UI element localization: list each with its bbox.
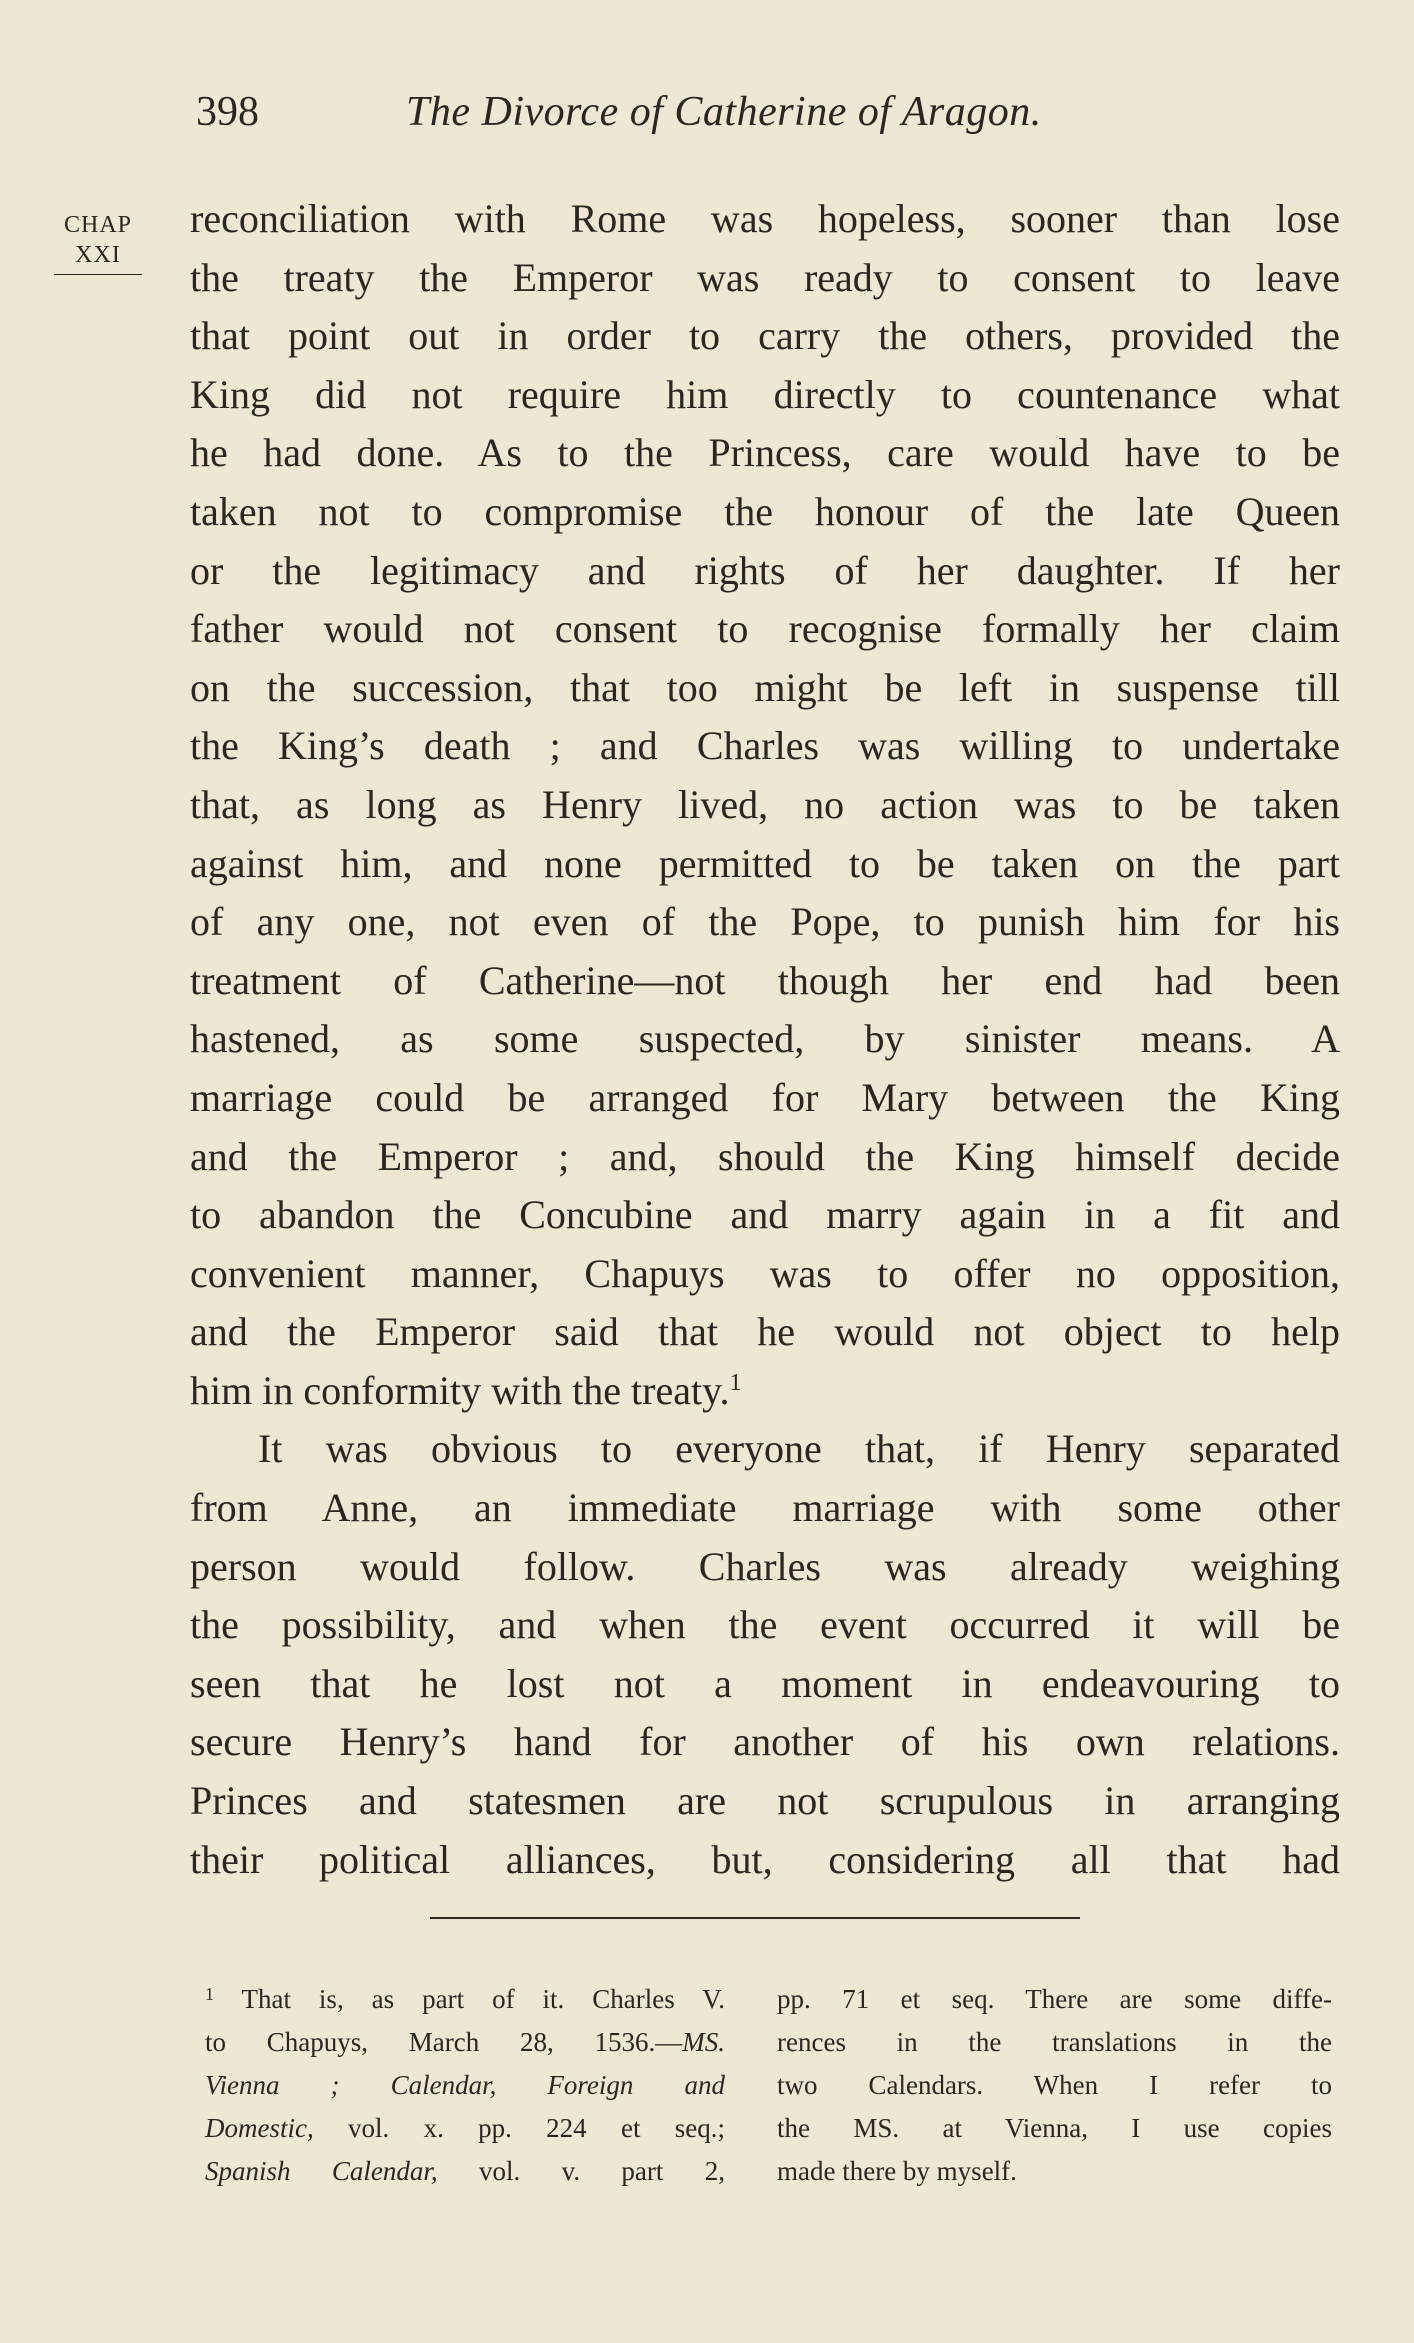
- text-line: of any one, not even of the Pope, to punish him for his: [190, 899, 1340, 945]
- running-title: The Divorce of Catherine of Aragon.: [406, 89, 1042, 135]
- footnote-line: the MS. at Vienna, I use copies: [777, 2113, 1332, 2143]
- footnote-text-italic: MS.: [682, 2027, 725, 2057]
- text-line: seen that he lost not a moment in endeavouring to: [190, 1660, 1340, 1706]
- text-line: hastened, as some suspected, by sinister means. A: [190, 1016, 1340, 1062]
- text-line: the King’s death ; and Charles was willing to undertake: [190, 723, 1340, 769]
- text-line: from Anne, an immediate marriage with some other: [190, 1485, 1340, 1531]
- footnote-line: [205, 2150, 725, 2193]
- margin-rule: [54, 274, 142, 275]
- text-line: King did not require him directly to countenance what: [190, 371, 1340, 417]
- text-line: secure Henry’s hand for another of his own relations.: [190, 1719, 1340, 1765]
- text-line: and the Emperor ; and, should the King himself decide: [190, 1133, 1340, 1179]
- text-line: or the legitimacy and rights of her daughter. If her: [190, 547, 1340, 593]
- footnote-text-italic: Domestic,: [205, 2113, 314, 2143]
- text-line: the possibility, and when the event occurred it will be: [190, 1602, 1340, 1648]
- chapter-number: XXI: [75, 242, 121, 268]
- footnote-line: [205, 2107, 725, 2150]
- footnote-line: made there by myself.: [777, 2156, 1017, 2186]
- footnote-column-right: [777, 1978, 1332, 2193]
- footnote-divider: [430, 1917, 1080, 1919]
- text-line-content: him in conformity with the treaty.: [190, 1367, 730, 1413]
- footnote-text: That is, as part of it. Charles V.: [241, 1984, 725, 2014]
- text-line: their political alliances, but, considering all that had: [190, 1836, 1340, 1882]
- body-text: [190, 190, 1340, 1889]
- footnote-line: pp. 71 et seq. There are some diffe-: [777, 1984, 1332, 2014]
- chapter-label: CHAP: [63, 212, 133, 238]
- footnote-text: vol. v. part 2,: [478, 2156, 725, 2186]
- footnote-line: rences in the translations in the: [777, 2027, 1332, 2057]
- text-line: on the succession, that too might be left in suspense till: [190, 664, 1340, 710]
- text-line: person would follow. Charles was already weighing: [190, 1543, 1340, 1589]
- text-line: convenient manner, Chapuys was to offer no opposition,: [190, 1250, 1340, 1296]
- text-line: that point out in order to carry the others, provided the: [190, 313, 1340, 359]
- page-number: 398: [196, 89, 259, 135]
- footnote-column-left: [205, 1978, 725, 2193]
- paragraph-end-line: [190, 1362, 1340, 1421]
- text-line: marriage could be arranged for Mary between the King: [190, 1074, 1340, 1120]
- text-line: taken not to compromise the honour of the late Queen: [190, 488, 1340, 534]
- text-line: reconciliation with Rome was hopeless, sooner than lose: [190, 196, 1340, 241]
- footnote-text: vol. x. pp. 224 et seq.;: [348, 2113, 725, 2143]
- chapter-margin-note: [48, 210, 148, 275]
- text-line: and the Emperor said that he would not object to help: [190, 1309, 1340, 1355]
- text-line: against him, and none permitted to be taken on the part: [190, 840, 1340, 886]
- footnote-text-italic: Spanish Calendar,: [205, 2156, 438, 2186]
- footnote-line: Vienna ; Calendar, Foreign and: [205, 2070, 725, 2100]
- running-head: [196, 88, 1336, 148]
- paragraph-start-line: It was obvious to everyone that, if Henry separated: [258, 1426, 1340, 1472]
- footnote-mark: 1: [205, 1984, 214, 2004]
- text-line: the treaty the Emperor was ready to consent to leave: [190, 254, 1340, 300]
- footnote-line: [205, 2021, 725, 2064]
- text-line: Princes and statesmen are not scrupulous in arranging: [190, 1778, 1340, 1824]
- text-line: treatment of Catherine—not though her end had been: [190, 957, 1340, 1003]
- text-line: father would not consent to recognise formally her claim: [190, 606, 1340, 652]
- footnote-text: to Chapuys, March 28, 1536.—: [205, 2027, 683, 2057]
- footnote-line: [205, 1978, 725, 2021]
- text-line: to abandon the Concubine and marry again in a fit and: [190, 1192, 1340, 1238]
- footnote-line: two Calendars. When I refer to: [777, 2070, 1332, 2100]
- footnote-reference: 1: [729, 1369, 742, 1396]
- text-line: that, as long as Henry lived, no action was to be taken: [190, 781, 1340, 827]
- text-line: he had done. As to the Princess, care would have to be: [190, 430, 1340, 476]
